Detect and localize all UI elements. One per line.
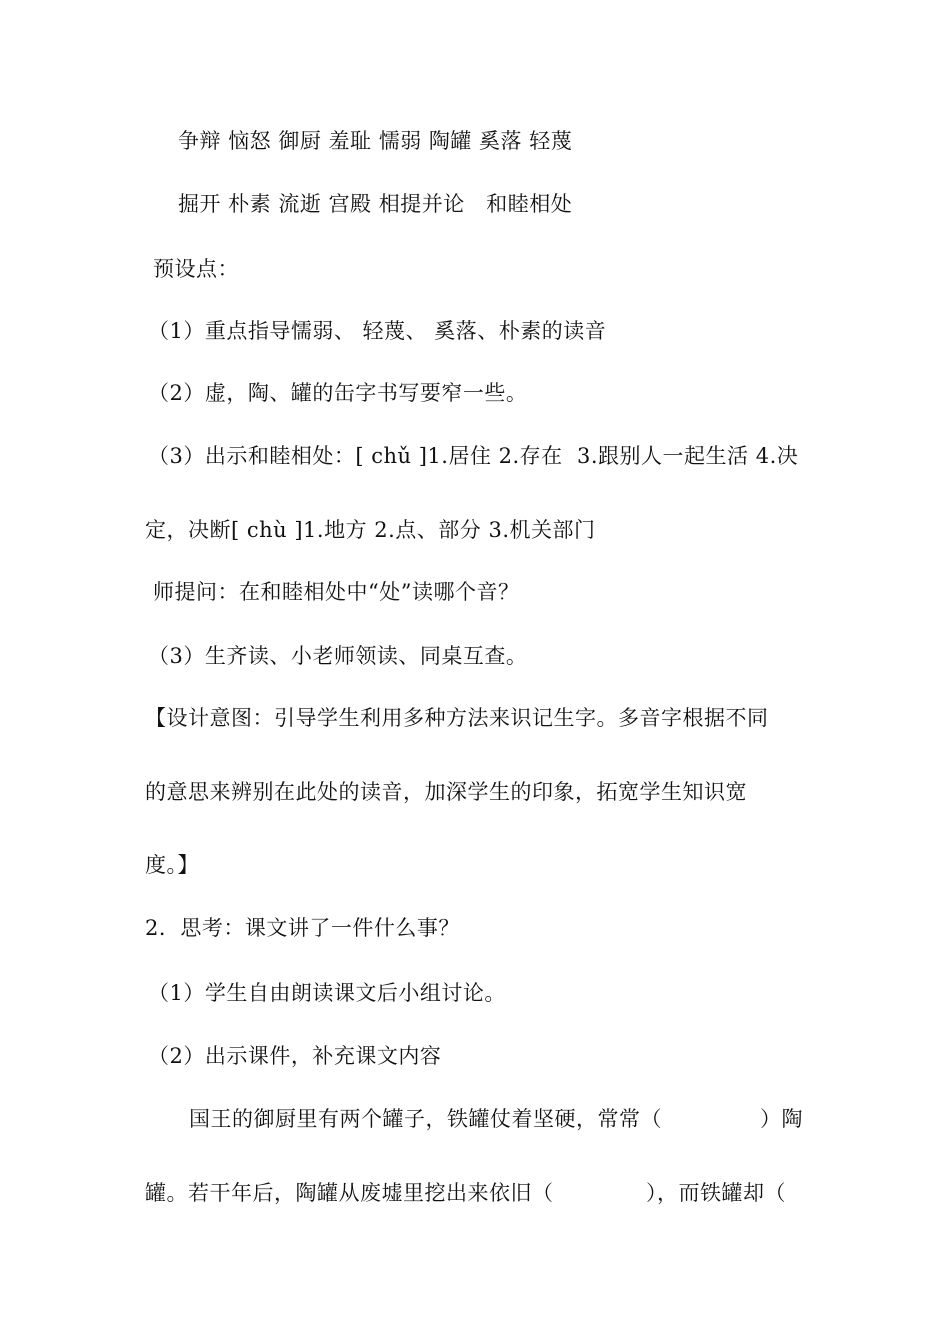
section-2-step-2: （2）出示课件，补充课文内容 — [148, 1044, 442, 1068]
vocab-row-2: 掘开 朴素 流逝 宫殿 相提并论 和睦相处 — [178, 192, 573, 216]
fill-blank-para-2-end: ），而铁罐却（ — [646, 1181, 786, 1205]
design-intent-line-1: 【设计意图：引导学生利用多种方法来识记生字。多音字根据不同 — [145, 706, 769, 730]
point-4: （3）生齐读、小老师领读、同桌互查。 — [148, 644, 528, 668]
preset-label: 预设点： — [153, 257, 239, 281]
fill-blank-para-2-start: 罐。若干年后，陶罐从废墟里挖出来依旧（ — [145, 1181, 554, 1205]
teacher-question: 师提问：在和睦相处中“处”读哪个音？ — [153, 580, 520, 604]
section-2-title: 2．思考：课文讲了一件什么事？ — [145, 916, 460, 940]
fill-blank-para-1-start: 国王的御厨里有两个罐子，铁罐仗着坚硬，常常（ — [189, 1107, 662, 1131]
design-intent-line-3: 度。】 — [145, 853, 199, 877]
design-intent-line-2: 的意思来辨别在此处的读音，加深学生的印象，拓宽学生知识宽 — [145, 780, 747, 804]
vocab-row-1: 争辩 恼怒 御厨 羞耻 懦弱 陶罐 奚落 轻蔑 — [178, 129, 573, 153]
point-1: （1）重点指导懦弱、 轻蔑、 奚落、朴素的读音 — [148, 319, 607, 343]
section-2-step-1: （1）学生自由朗读课文后小组讨论。 — [148, 981, 506, 1005]
point-3-line-2: 定，决断[ chù ]1.地方 2.点、部分 3.机关部门 — [145, 518, 596, 542]
point-3-line-1: （3）出示和睦相处：[ chǔ ]1.居住 2.存在 3.跟别人一起生活 4.决 — [148, 444, 799, 468]
fill-blank-para-1-end: ）陶 — [760, 1107, 803, 1131]
point-2: （2）虚，陶、罐的缶字书写要窄一些。 — [148, 381, 528, 405]
